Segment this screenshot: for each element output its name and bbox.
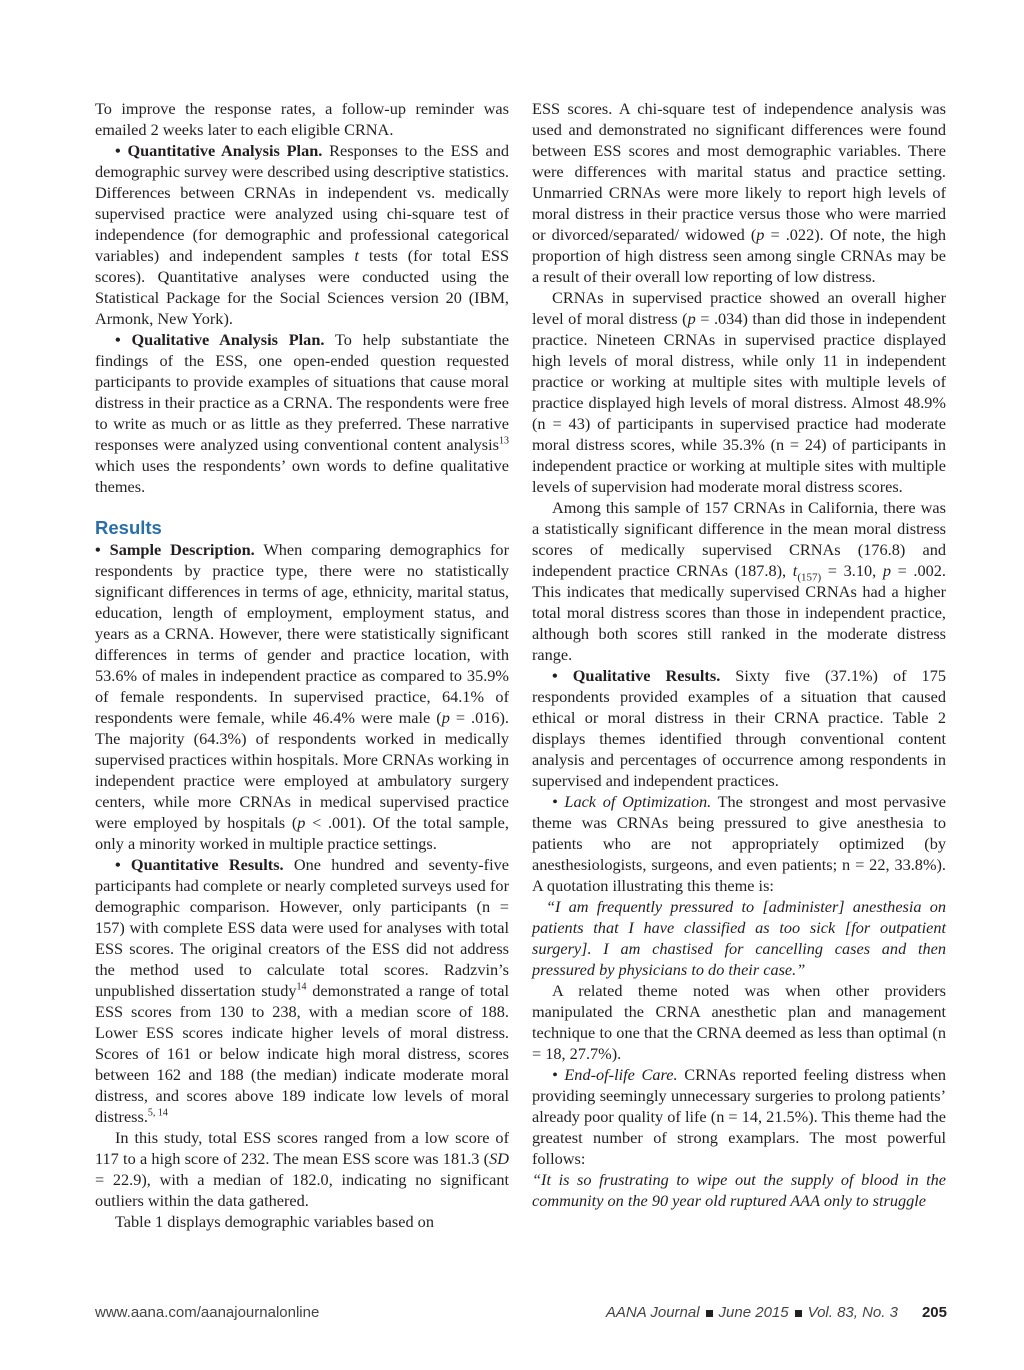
square-bullet-icon (795, 1310, 802, 1317)
journal-name: AANA Journal (605, 1304, 700, 1321)
quantitative-results-paragraph: • Quantitative Results. One hundred and seventy-five participants had complete or nearly completed surveys used for demographic comparison. However, only participants (n = 157) with complete ESS data were used for analyses with total ESS scores. The original creators of the ESS did not address the method used to calculate total scores. Radzvin’s unpublished dissertation study$^{14}$ demonstrated a range of total ESS scores from 130 to 238, with a median score of 188. Lower ESS scores indicate higher levels of moral distress. Scores of 161 or below indicate high moral distress, scores between 162 and 188 (the median) indicate moderate moral distress, and scores above 189 indicate low levels of moral distress.$^{5, 14}$ (95, 855, 509, 1126)
issue-date: June 2015 (718, 1304, 789, 1321)
qualitative-analysis-plan-heading: • Qualitative Analysis Plan. (115, 330, 325, 349)
end-of-life-heading: • End-of-life Care. (552, 1065, 678, 1084)
table1-paragraph: Table 1 displays demographic variables based on (115, 1212, 434, 1231)
square-bullet-icon (706, 1310, 713, 1317)
quotation-end-of-life: “It is so frustrating to wipe out the supply of blood in the community on the 90 year old ruptured AAA only to struggle (532, 1170, 946, 1210)
citation-14: 14 (296, 981, 307, 993)
citation-13: 13 (499, 435, 509, 447)
lack-of-optimization-paragraph: • Lack of Optimization. The strongest and most pervasive theme was CRNAs being pressured to give anesthesia to patients who are not appropriately optimized (by anesthesiologists, surgeons, and even patients; n = 22, 33.8%). A quotation illustrating this theme is: (532, 792, 946, 895)
supervised-practice-paragraph: CRNAs in supervised practice showed an overall higher level of moral distress (p = .034) than did those in independent practice. Nineteen CRNAs in supervised practice displayed high levels of moral distress, while only 11 in independent practice or working at multiple sites with multiple levels of practice displayed high levels of moral distress. Almost 48.9% (n = 43) of participants in supervised practice had moderate moral distress scores, while 35.3% (n = 24) of participants in independent practice or working at multiple sites with multiple levels of supervision had moderate moral distress scores. (532, 288, 946, 496)
page-footer (95, 1304, 947, 1326)
california-sample-paragraph: Among this sample of 157 CRNAs in California, there was a statistically significant difference in the mean moral distress scores of medically supervised CRNAs (176.8) and independent practice CRNAs (187.8), $t_{(157)} = 3.10$, p = .002. This indicates that medically supervised CRNAs had a higher total moral distress scores than those in independent practice, although both scores still ranked in the moderate distress range. (532, 498, 946, 664)
lack-of-optimization-heading: • Lack of Optimization. (552, 792, 712, 811)
related-theme-paragraph: A related theme noted was when other providers manipulated the CRNA anesthetic plan and management technique to one that the CRNA deemed as less than optimal (n = 18, 27.7%). (532, 981, 946, 1063)
page-number: 205 (921, 1304, 947, 1321)
journal-url: www.aana.com/aanajournalonline (95, 1304, 320, 1321)
quotation-optimization: “I am frequently pressured to [administer] anesthesia on patients that I have classified as too sick [for outpatient surgery]. I am chastised for cancelling cases and then pressured by physicians to do their case.” (532, 897, 946, 979)
right-column (532, 98, 946, 1211)
volume-issue: Vol. 83, No. 3 (807, 1304, 898, 1321)
followup-paragraph: To improve the response rates, a follow-up reminder was emailed 2 weeks later to each eligible CRNA. (95, 99, 509, 139)
qualitative-analysis-plan-paragraph: • Qualitative Analysis Plan. To help substantiate the findings of the ESS, one open-ended question requested participants to provide examples of situations that cause moral distress in their practice as a CRNA. The respondents were free to write as much or as little as they preferred. These narrative responses were analyzed using conventional content analysis$^{13}$ which uses the respondents’ own words to define qualitative themes. (95, 330, 509, 496)
sample-description-paragraph: • Sample Description. When comparing demographics for respondents by practice type, there were no statistically significant differences in terms of age, ethnicity, marital status, education, length of employment, employment status, and years as a CRNA. However, there were statistically significant differences in terms of gender and practice location, with 53.6% of males in independent practice as compared to 35.9% of female respondents. In supervised practice, 64.1% of respondents were female, while 46.4% were male (p = .016). The majority (64.3%) of respondents worked in medically supervised practices within hospitals. More CRNAs working in independent practice were employed at ambulatory surgery centers, while more CRNAs in medical supervised practice were employed by hospitals (p < .001). Of the total sample, only a minority worked in multiple practice settings. (95, 540, 509, 853)
left-column (95, 98, 509, 1232)
results-heading: Results (95, 517, 162, 538)
qualitative-results-heading: • Qualitative Results. (552, 666, 721, 685)
ess-range-paragraph: In this study, total ESS scores ranged from a low score of 117 to a high score of 232. The mean ESS score was 181.3 (SD = 22.9), with a median of 182.0, indicating no significant outliers within the data gathered. (95, 1128, 509, 1210)
quantitative-analysis-plan-heading: • Quantitative Analysis Plan. (115, 141, 323, 160)
quantitative-analysis-plan-paragraph: • Quantitative Analysis Plan. Responses to the ESS and demographic survey were described using descriptive statistics. Differences between CRNAs in independent vs. medically supervised practice were analyzed using chi-square test of independence (for demographic and professional categorical variables) and independent samples t tests (for total ESS scores). Quantitative analyses were conducted using the Statistical Package for the Social Sciences version 20 (IBM, Armonk, New York). (95, 141, 509, 328)
sample-description-heading: • Sample Description. (95, 540, 255, 559)
chi-square-paragraph: ESS scores. A chi-square test of independence analysis was used and demonstrated no significant differences were found between ESS scores and most demographic variables. There were differences with marital status and practice setting. Unmarried CRNAs were more likely to report high levels of moral distress in their practice versus those who were married or divorced/separated/ widowed (p = .022). Of note, the high proportion of high distress seen among single CRNAs may be a result of their overall low reporting of low distress. (532, 99, 946, 286)
qualitative-results-paragraph: • Qualitative Results. Sixty five (37.1%) of 175 respondents provided examples of a situation that caused ethical or moral distress in their CRNA practice. Table 2 displays themes identified through conventional content analysis and percentages of occurrence among respondents in supervised and independent practices. (532, 666, 946, 790)
quantitative-results-heading: • Quantitative Results. (115, 855, 284, 874)
end-of-life-paragraph: • End-of-life Care. CRNAs reported feeling distress when providing seemingly unnecessary surgeries to prolong patients’ already poor quality of life (n = 14, 21.5%). This theme had the greatest number of strong examplars. The most powerful follows: (532, 1065, 946, 1168)
journal-citation (606, 1304, 947, 1321)
citation-5-14: 5, 14 (147, 1107, 168, 1119)
